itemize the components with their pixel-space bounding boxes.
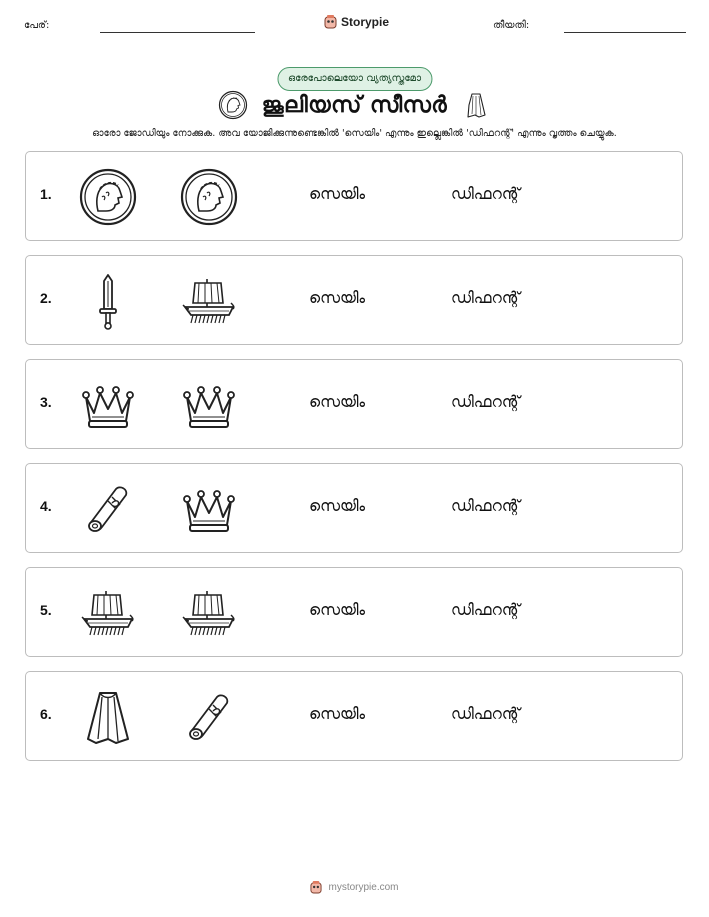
question-number: 5.: [40, 602, 52, 618]
coin-icon: [179, 167, 239, 227]
question-row: [25, 359, 683, 449]
question-row: [25, 567, 683, 657]
ship-icon: [179, 583, 239, 643]
question-row: [25, 671, 683, 761]
footer-url[interactable]: mystorypie.com: [328, 881, 399, 893]
worksheet-type-badge: ഒരേപോലെയോ വ്യത്യസ്തമോ: [277, 67, 432, 91]
storypie-mascot-icon: [310, 880, 322, 894]
name-line[interactable]: [100, 32, 255, 33]
sword-icon: [78, 271, 138, 331]
different-option[interactable]: ഡിഫറന്റ്: [451, 393, 520, 411]
question-number: 6.: [40, 706, 52, 722]
same-option[interactable]: സെയിം: [309, 705, 366, 723]
coin-icon: [78, 167, 138, 227]
same-option[interactable]: സെയിം: [309, 601, 366, 619]
crown-icon: [179, 375, 239, 435]
scroll-icon: [179, 687, 239, 747]
brand-logo: [324, 14, 389, 29]
different-option[interactable]: ഡിഫറന്റ്: [451, 497, 520, 515]
crown-icon: [179, 479, 239, 539]
date-line[interactable]: [564, 32, 686, 33]
same-option[interactable]: സെയിം: [309, 497, 366, 515]
different-option[interactable]: ഡിഫറന്റ്: [451, 289, 520, 307]
date-label: തീയതി:: [493, 20, 530, 31]
footer: [0, 880, 709, 894]
question-row: [25, 151, 683, 241]
instructions: ഓരോ ജോഡിയും നോക്കുക. അവ യോജിക്കുന്നുണ്ടെങ്കിൽ 'സെയിം' എന്നും ഇല്ലെങ്കിൽ 'ഡിഫറന്റ്' എന്നും വൃത്തം ചെയ്യുക.: [92, 128, 617, 139]
question-row: [25, 255, 683, 345]
cloak-icon: [78, 687, 138, 747]
different-option[interactable]: ഡിഫറന്റ്: [451, 705, 520, 723]
ship-icon: [179, 271, 239, 331]
scroll-icon: [78, 479, 138, 539]
page-title: ജൂലിയസ് സീസർ: [261, 92, 448, 118]
cloak-icon: [461, 90, 491, 120]
different-option[interactable]: ഡിഫറന്റ്: [451, 185, 520, 203]
question-number: 2.: [40, 290, 52, 306]
name-label: പേര്:: [24, 20, 50, 31]
crown-icon: [78, 375, 138, 435]
same-option[interactable]: സെയിം: [309, 289, 366, 307]
same-option[interactable]: സെയിം: [309, 185, 366, 203]
ship-icon: [78, 583, 138, 643]
question-row: [25, 463, 683, 553]
question-number: 1.: [40, 186, 52, 202]
different-option[interactable]: ഡിഫറന്റ്: [451, 601, 520, 619]
question-number: 3.: [40, 394, 52, 410]
storypie-mascot-icon: [324, 14, 337, 29]
title-row: [0, 90, 709, 120]
question-number: 4.: [40, 498, 52, 514]
brand-name: Storypie: [341, 14, 390, 29]
coin-icon: [218, 90, 248, 120]
same-option[interactable]: സെയിം: [309, 393, 366, 411]
